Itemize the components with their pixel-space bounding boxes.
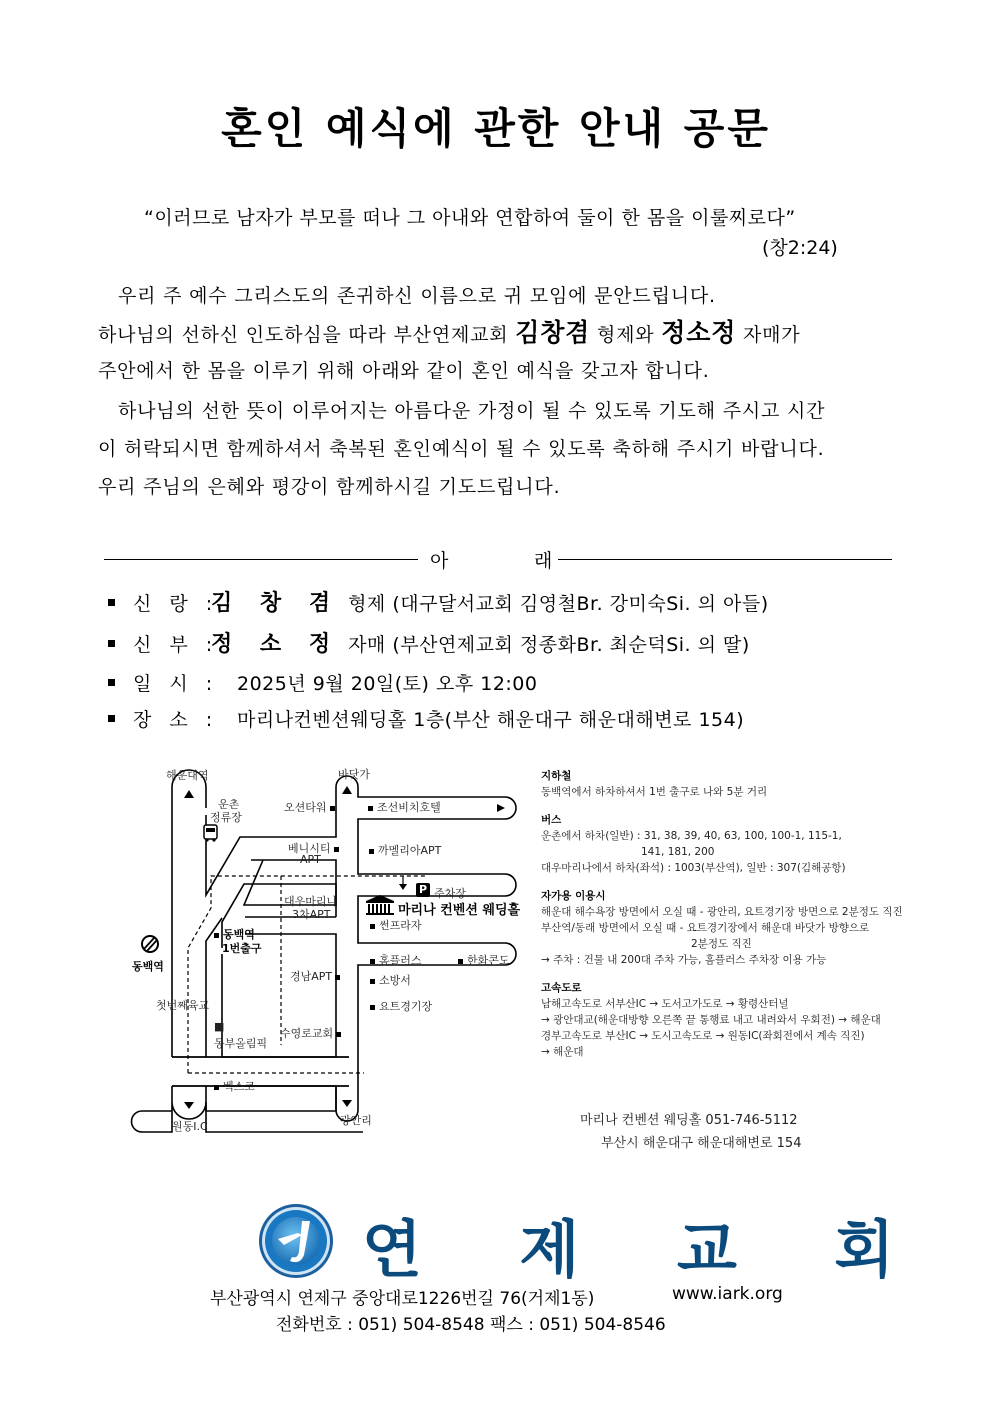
detail-bride [108, 627, 750, 658]
map-label: 까멜리아APT [369, 842, 441, 858]
page-title: 혼인 예식에 관한 안내 공문 [221, 104, 771, 153]
map-label: 경남APT [290, 968, 340, 984]
body-line: 주안에서 한 몸을 이루기 위해 아래와 같이 혼인 예식을 갖고자 합니다. [98, 360, 710, 382]
directions-bus [541, 812, 921, 876]
footer-website[interactable]: www.iark.org [672, 1284, 783, 1304]
directions-text: 남해고속도로 서부산IC → 도서고가도로 → 황령산터널 [541, 998, 789, 1010]
section-heading: 자가용 이용시 [541, 890, 606, 902]
map-label: 원동I.C [172, 1120, 208, 1133]
map-label: 해운대역 [166, 769, 209, 782]
map-marker: ■ [214, 1020, 225, 1033]
map-label: 동백역 [214, 926, 255, 942]
arrow-down-icon [342, 1100, 352, 1107]
body-line: 이 허락되시면 함께하셔서 축복된 혼인예식이 될 수 있도록 축하해 주시기 바랍니다. [98, 438, 825, 460]
map-label: 수영로교회 [280, 1025, 341, 1041]
footer-address: 부산광역시 연제구 중앙대로1226번길 76(거제1동) [210, 1289, 595, 1309]
detail-groom [108, 586, 769, 617]
map-label: 한화콘도 [458, 952, 510, 968]
map-label: 조선비치호텔 [368, 799, 441, 815]
directions-text: 경부고속도로 부산IC → 도시고속도로 → 원동IC(좌회전에서 계속 직진) [541, 1030, 865, 1042]
arrow-right-icon [497, 804, 505, 812]
divider-label: 아 [430, 550, 449, 572]
arrow-up-icon [342, 786, 352, 794]
map-roads [120, 760, 540, 1140]
directions-text: 운촌에서 하차(일반) : 31, 38, 39, 40, 63, 100, 100-1, 115-1, [541, 830, 842, 842]
divider-label: 래 [534, 550, 553, 572]
map-label: 대우마리나 [284, 895, 338, 908]
location-map [120, 760, 540, 1140]
map-label: 벡스코 [214, 1078, 255, 1094]
detail-label: 일 시 : [133, 673, 219, 695]
directions-text: 2분정도 직진 [691, 938, 752, 950]
detail-name: 정 소 정 [211, 632, 341, 657]
directions-text: 해운대 해수욕장 방면에서 오실 때 - 광안리, 요트경기장 방면으로 2분정도 직진 [541, 906, 903, 918]
map-label: APT [300, 853, 321, 866]
first-bridge [172, 1057, 349, 1086]
arrow-down-icon [399, 884, 407, 890]
divider-line [104, 559, 418, 560]
detail-datetime [108, 669, 537, 696]
map-label: 베니시티 [288, 840, 339, 856]
directions-text: 141, 181, 200 [641, 846, 715, 858]
detail-label: 장 소 : [133, 709, 219, 731]
detail-name: 김 창 겸 [211, 591, 341, 616]
section-heading: 고속도로 [541, 982, 582, 994]
body-line: 하나님의 선한 뜻이 이루어지는 아름다운 가정이 될 수 있도록 기도해 주시고 시간 [118, 400, 826, 422]
subway-station-icon [142, 936, 158, 952]
directions-text: → 해운대 [541, 1046, 584, 1058]
divider-line [558, 559, 892, 560]
body-line [98, 313, 800, 349]
scripture-reference: (창2:24) [762, 237, 838, 259]
map-label: 바닷가 [338, 768, 370, 781]
bullet-icon [108, 640, 115, 647]
map-label: 동백역 [132, 960, 164, 973]
venue-building-icon [366, 895, 394, 915]
map-label: 동부올림픽 [214, 1037, 268, 1050]
directions-car [541, 888, 921, 968]
section-heading: 버스 [541, 814, 562, 826]
bullet-icon [108, 715, 115, 722]
map-label: 썬프라자 [370, 917, 422, 933]
map-label: 정류장 [210, 811, 242, 824]
map-label: 광안리 [340, 1114, 372, 1127]
map-label: 운촌 [218, 798, 240, 811]
venue-label: 마리나 컨벤션 웨딩홀 [398, 903, 521, 918]
directions-text: → 주차 : 건물 내 200대 주차 가능, 홈플러스 주차장 이용 가능 [541, 954, 827, 966]
detail-value: 마리나컨벤션웨딩홀 1층(부산 해운대구 해운대해변로 154) [237, 709, 745, 731]
map-label: 1번출구 [222, 942, 262, 955]
detail-value: 형제 (대구달서교회 김영철Br. 강미숙Si. 의 아들) [348, 593, 769, 615]
map-label: 요트경기장 [370, 998, 432, 1014]
bus-icon [204, 825, 217, 842]
directions-text: → 광안대교(해운대방향 오른쪽 끝 통행료 내고 내려와서 우회전) → 해운대 [541, 1014, 881, 1026]
directions-text: 대우마리나에서 하차(좌석) : 1003(부산역), 일반 : 307(김해공항) [541, 862, 846, 874]
map-label: 오션타워 [284, 799, 335, 815]
parking-sign: P [419, 883, 428, 896]
map-label: 소방서 [370, 972, 411, 988]
directions-text: 부산역/동래 방면에서 오실 때 - 요트경기장에서 해운대 바닷가 방향으로 [541, 922, 870, 934]
detail-label: 신 랑 : [133, 593, 219, 615]
directions-highway [541, 980, 921, 1060]
detail-label: 신 부 : [133, 634, 219, 656]
arrow-down-icon [184, 1102, 194, 1109]
bride-name: 정소정 [661, 318, 737, 347]
detail-value: 자매 (부산연제교회 정종화Br. 최순덕Si. 의 딸) [348, 634, 750, 656]
bullet-icon [108, 679, 115, 686]
map-label: 3차APT [292, 908, 331, 921]
church-name-logo: 연 제 교 회 [362, 1213, 933, 1286]
directions-panel [541, 768, 921, 1072]
arrow-up-icon [184, 790, 194, 798]
venue-phone: 마리나 컨벤션 웨딩홀 051-746-5112 [580, 1113, 798, 1128]
map-label: 주차장 [434, 887, 466, 900]
detail-value: 2025년 9월 20일(토) 오후 12:00 [237, 673, 538, 695]
section-heading: 지하철 [541, 770, 572, 782]
body-text: 형제와 [590, 324, 662, 346]
section-divider [104, 548, 892, 572]
body-line: 우리 주님의 은혜와 평강이 함께하시길 기도드립니다. [98, 476, 561, 498]
body-text: 자매가 [736, 324, 801, 346]
church-logo [258, 1203, 334, 1279]
map-label: 홈플러스 [370, 952, 422, 968]
church-emblem-icon [258, 1203, 334, 1279]
body-line: 우리 주 예수 그리스도의 존귀하신 이름으로 귀 모임에 문안드립니다. [118, 285, 716, 307]
bullet-icon [108, 599, 115, 606]
road-middle-right [336, 776, 516, 1121]
directions-subway [541, 768, 921, 800]
body-text: 하나님의 선하신 인도하심을 따라 부산연제교회 [98, 324, 516, 346]
groom-name: 김창겸 [515, 318, 591, 347]
venue-address: 부산시 해운대구 해운대해변로 154 [601, 1136, 802, 1151]
scripture-verse: “이러므로 남자가 부모를 떠나 그 아내와 연합하여 둘이 한 몸을 이룰찌로다” [144, 207, 796, 229]
map-label: 첫번째육교 [156, 999, 210, 1012]
detail-location [108, 705, 744, 732]
footer-phone: 전화번호 : 051) 504-8548 팩스 : 051) 504-8546 [276, 1315, 666, 1335]
directions-text: 동백역에서 하차하셔서 1번 출구로 나와 5분 거리 [541, 786, 768, 798]
